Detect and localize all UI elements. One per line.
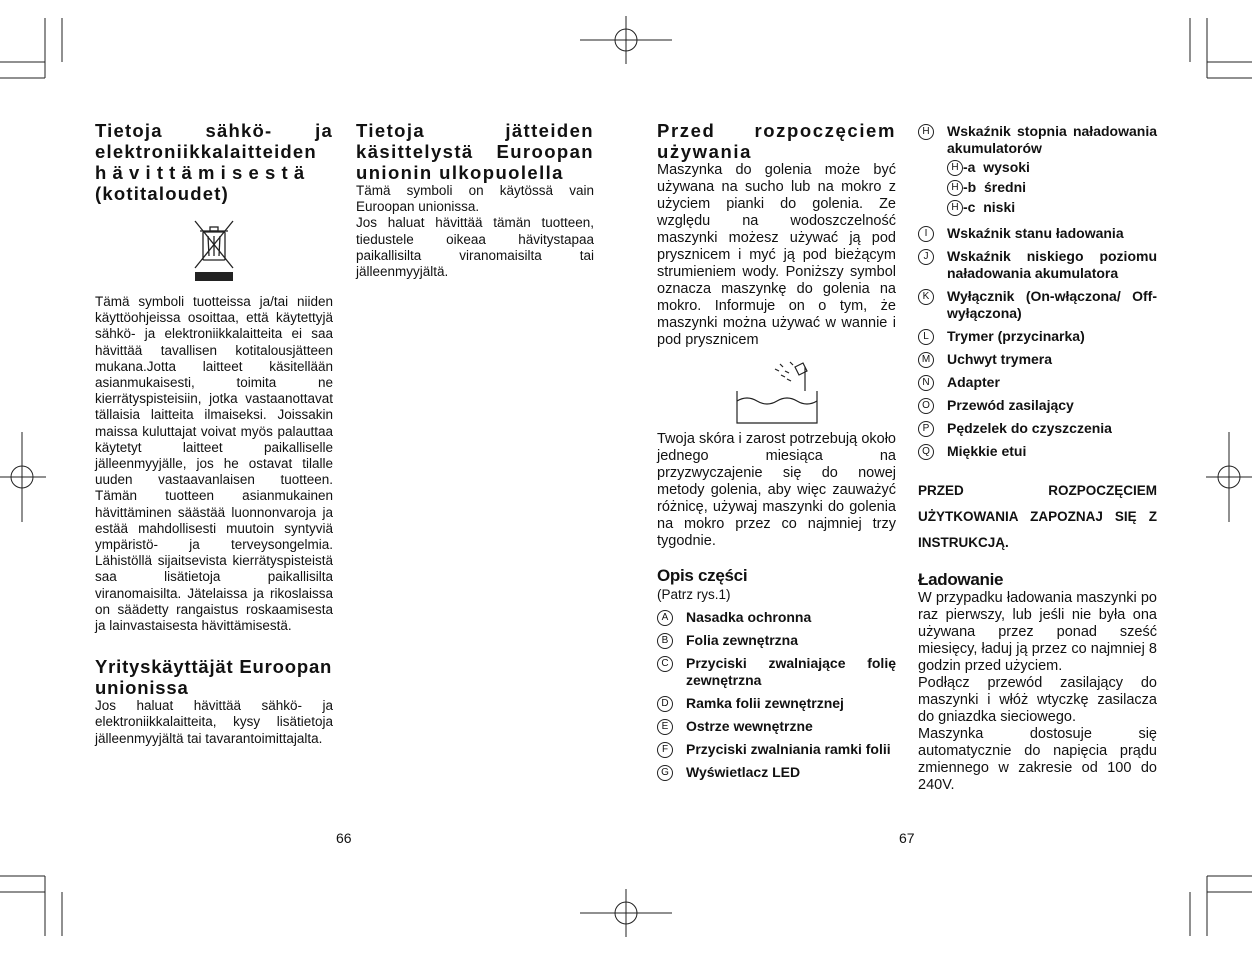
outside-eu-body2: Jos haluat hävittää tämän tuotteen, tiedustele oikeaa hävitystapaa paikallisilta viranomaisilta tai jälleenmyyjältä. [356,215,594,280]
part-item: N Adapter [918,374,1157,391]
skin-adjust-body: Twoja skóra i zarost potrzebują około jednego miesiąca na przyzwyczajenie się do nowej metody golenia, aby więc zauważyć różnicę, używaj maszynki do golenia na mokro przez co najmniej trzy tygodnie. [657,431,896,549]
part-item: L Trymer (przycinarka) [918,328,1157,345]
part-item: J Wskaźnik niskiego poziomu naładowania akumulatora [918,248,1157,282]
outside-eu-body: Tämä symboli on käytössä vain Euroopan unionissa. [356,183,594,215]
outside-eu-heading: Tietoja jätteiden käsittelystä Euroopan unionin ulkopuolella [356,120,594,183]
part-marker: Q [918,444,934,460]
part-marker: I [918,226,934,242]
column-3 [657,120,896,787]
part-item: M Uchwyt trymera [918,351,1157,368]
part-marker: E [657,719,673,735]
weee-heading: Tietoja sähkö- ja elektroniikkalaitteiden hävittämisestä (kotitaloudet) [95,120,333,204]
before-use-heading: Przed rozpoczęciem używania [657,120,896,162]
part-item: E Ostrze wewnętrzne [657,718,896,735]
read-instructions-warning: PRZED ROZPOCZĘCIEM UŻYTKOWANIA ZAPOZNAJ SIĘ Z INSTRUKCJĄ. [918,483,1157,550]
part-item: K Wyłącznik (On-włączona/ Off-wyłączona) [918,288,1157,322]
column-1 [95,120,333,747]
part-item: P Pędzelek do czyszczenia [918,420,1157,437]
part-item: I Wskaźnik stanu ładowania [918,225,1157,242]
part-marker: A [657,610,673,626]
crossed-bin-icon [191,216,237,282]
part-item: A Nasadka ochronna [657,609,896,626]
page-number-left: 66 [336,830,352,846]
business-body: Jos haluat hävittää sähkö- ja elektroniikkalaitteita, kysy lisätietoja jälleenmyyjältä tai tavarantoimittajalta. [95,698,333,746]
part-marker: P [918,421,934,437]
battery-level-sublist [947,159,1157,216]
part-marker: C [657,656,673,672]
part-item: O Przewód zasilający [918,397,1157,414]
part-marker: J [918,249,934,265]
parts-ref: (Patrz rys.1) [657,587,731,602]
part-marker: O [918,398,934,414]
sub-item: H -c niski [947,199,1157,216]
business-heading: Yrityskäyttäjät Euroopan unionissa [95,656,333,699]
part-marker: M [918,352,934,368]
part-item: D Ramka folii zewnętrznej [657,695,896,712]
part-marker: L [918,329,934,345]
weee-body: Tämä symboli tuotteissa ja/tai niiden käyttöohjeissa osoittaa, että käytettyjä sähkö- ja elektroniikkalaitteita ei saa hävittää tavallisen kotitalousjätteen mukana.Jotta laitteet käsitellään asianmukaisesti, toimita ne kierrätyspisteisiin, jotka vastaanottavat tällaisia laitteita ilmaiseksi. Joissakin maissa kuluttajat voivat myös palauttaa käytetyt laitteet paikalliselle jälleenmyyjälle, jos he ostavat tilalle uuden vastaavanlaisen tuotteen. Tämän tuotteen asianmukainen hävittäminen säästää luonnonvaroja ja estää mahdollisesti muutoin syntyviä ympäristö- ja terveysongelmia. Lähistöllä sijaitsevista kierrätyspisteistä saa lisätietoja paikallisilta viranomaisilta. Jätelaissa ja rikoslaissa on säädetty rangaistus roskaamisesta ja lainvastaisesta hävittämisestä. [95,294,333,634]
part-item: F Przyciski zwalniania ramki folii [657,741,896,758]
charging-body: W przypadku ładowania maszynki po raz pierwszy, lub jeśli nie była ona używana przez ponad sześć miesięcy, ładuj ją przez co najmniej 8 godzin przed użyciem. [918,590,1157,674]
part-item: B Folia zewnętrzna [657,632,896,649]
sub-item: H -b średni [947,179,1157,196]
column-2 [356,120,594,280]
part-marker: F [657,742,673,758]
page-number-right: 67 [899,830,915,846]
part-marker: K [918,289,934,305]
part-marker: B [657,633,673,649]
part-item: C Przyciski zwalniające folię zewnętrzna [657,655,896,689]
part-marker: N [918,375,934,391]
before-use-body: Maszynka do golenia może być używana na sucho lub na mokro z użyciem pianki do golenia. Ze względu na wodoszczelność maszynki możesz używać ją pod prysznicem i myć ją pod bieżącym strumieniem wody. Poniższy symbol oznacza maszynkę do golenia na mokro. Informuje on o tym, że maszynki można używać w wannie i pod prysznicem [657,162,896,348]
charging-body3: Maszynka dostosuje się automatycznie do napięcia prądu zmiennego w zakresie od 100 do 240V. [918,726,1157,793]
column-4 [918,120,1157,794]
sub-item: H -a wysoki [947,159,1157,176]
parts-list [657,609,896,781]
charging-heading: Ładowanie [918,570,1004,589]
part-marker: D [657,696,673,712]
part-marker: H [918,124,934,140]
charging-body2: Podłącz przewód zasilający do maszynki i włóż wtyczkę zasilacza do gniazdka sieciowego. [918,675,1157,725]
part-marker: G [657,765,673,781]
parts-heading: Opis części [657,566,748,585]
shower-bath-icon [735,361,819,425]
part-item: Q Miękkie etui [918,443,1157,460]
part-item: G Wyświetlacz LED [657,764,896,781]
parts-list-2 [918,123,1157,460]
part-item: H Wskaźnik stopnia naładowania akumulatorów H -a wysoki H -b średni H -c niski [918,123,1157,219]
